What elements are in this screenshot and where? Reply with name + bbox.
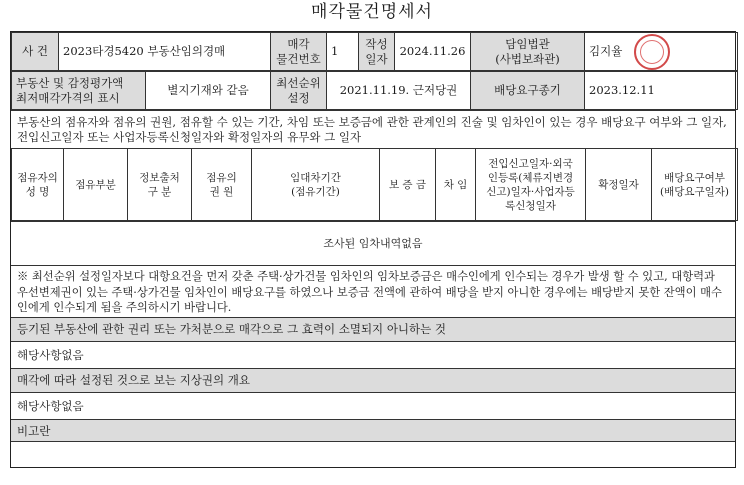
item-no-label: 매각 물건번호 bbox=[271, 33, 327, 71]
case-header-row bbox=[11, 32, 738, 71]
case-number: 2023타경5420 부동산임의경매 bbox=[59, 33, 271, 71]
item-no-value: 1 bbox=[327, 33, 359, 71]
tenant-column-header: 확정일자 bbox=[586, 149, 652, 221]
tenant-column-header: 임대차기간 (점유기간) bbox=[252, 149, 380, 221]
case-label: 사 건 bbox=[12, 33, 59, 71]
tenant-column-header: 차 임 bbox=[436, 149, 476, 221]
priority-label: 최선순위 설정 bbox=[271, 72, 327, 110]
deadline-value: 2023.12.11 bbox=[585, 72, 738, 110]
date-value: 2024.11.26 bbox=[395, 33, 471, 71]
tenant-column-header: 전입신고일자·외국 인등록(체류지변경 신고)일자·사업자등 록신청일자 bbox=[476, 149, 586, 221]
judge-label: 담임법관 (사법보좌관) bbox=[471, 33, 585, 71]
no-tenants-text: 조사된 임차내역없음 bbox=[11, 221, 735, 265]
priority-value: 2021.11.19. 근저당권 bbox=[327, 72, 471, 110]
section-body-superficies: 해당사항없음 bbox=[11, 392, 735, 419]
appraisal-value: 별지기재와 같음 bbox=[146, 72, 271, 110]
judge-name: 김지율 bbox=[589, 43, 623, 58]
appraisal-label: 부동산 및 감정평가액 최저매각가격의 표시 bbox=[12, 72, 146, 110]
section-body-remarks bbox=[11, 441, 735, 467]
tenant-column-header: 점유부분 bbox=[64, 149, 128, 221]
appraisal-row bbox=[11, 71, 738, 110]
section-heading-unextinguished-rights: 등기된 부동산에 관한 권리 또는 가처분으로 매각으로 그 효력이 소멸되지 아니하는 것 bbox=[11, 317, 735, 341]
official-seal bbox=[634, 34, 670, 70]
tenant-column-header: 보 증 금 bbox=[380, 149, 436, 221]
deadline-label: 배당요구종기 bbox=[471, 72, 585, 110]
section-heading-superficies: 매각에 따라 설정된 것으로 보는 지상권의 개요 bbox=[11, 368, 735, 392]
tenant-column-header: 점유자의 성 명 bbox=[12, 149, 64, 221]
document-title: 매각물건명세서 bbox=[311, 2, 433, 22]
warning-note: ※ 최선순위 설정일자보다 대항요건을 먼저 갖춘 주택·상가건물 임차인의 임차보증금은 매수인에게 인수되는 경우가 발생 할 수 있고, 대항력과 우선변제권이 있는 주택·상가건물 임차인이 배당요구를 하였으나 보증금 전액에 관하여 배당을 받지 아니한 경우에는 배당받지 못한 잔액이 매수인에게 인수되게 됨을 주의하시기 바랍니다. bbox=[11, 265, 735, 317]
section-body-unextinguished-rights: 해당사항없음 bbox=[11, 341, 735, 368]
date-label: 작성 일자 bbox=[359, 33, 395, 71]
judge-cell bbox=[585, 33, 738, 71]
section-heading-remarks: 비고란 bbox=[11, 419, 735, 441]
tenant-column-header: 점유의 권 원 bbox=[192, 149, 252, 221]
tenant-column-header: 정보출처 구 분 bbox=[128, 149, 192, 221]
tenant-column-header: 배당요구여부 (배당요구일자) bbox=[652, 149, 738, 221]
specification-sheet bbox=[10, 31, 736, 468]
tenant-table-header bbox=[11, 148, 738, 221]
occupancy-notice: 부동산의 점유자와 점유의 권원, 점유할 수 있는 기간, 차임 또는 보증금에 관한 관계인의 진술 및 임차인이 있는 경우 배당요구 여부와 그 일자, 전입신고일자 또는 사업자등록신청일자와 확정일자의 유무와 그 일자 bbox=[11, 110, 735, 148]
